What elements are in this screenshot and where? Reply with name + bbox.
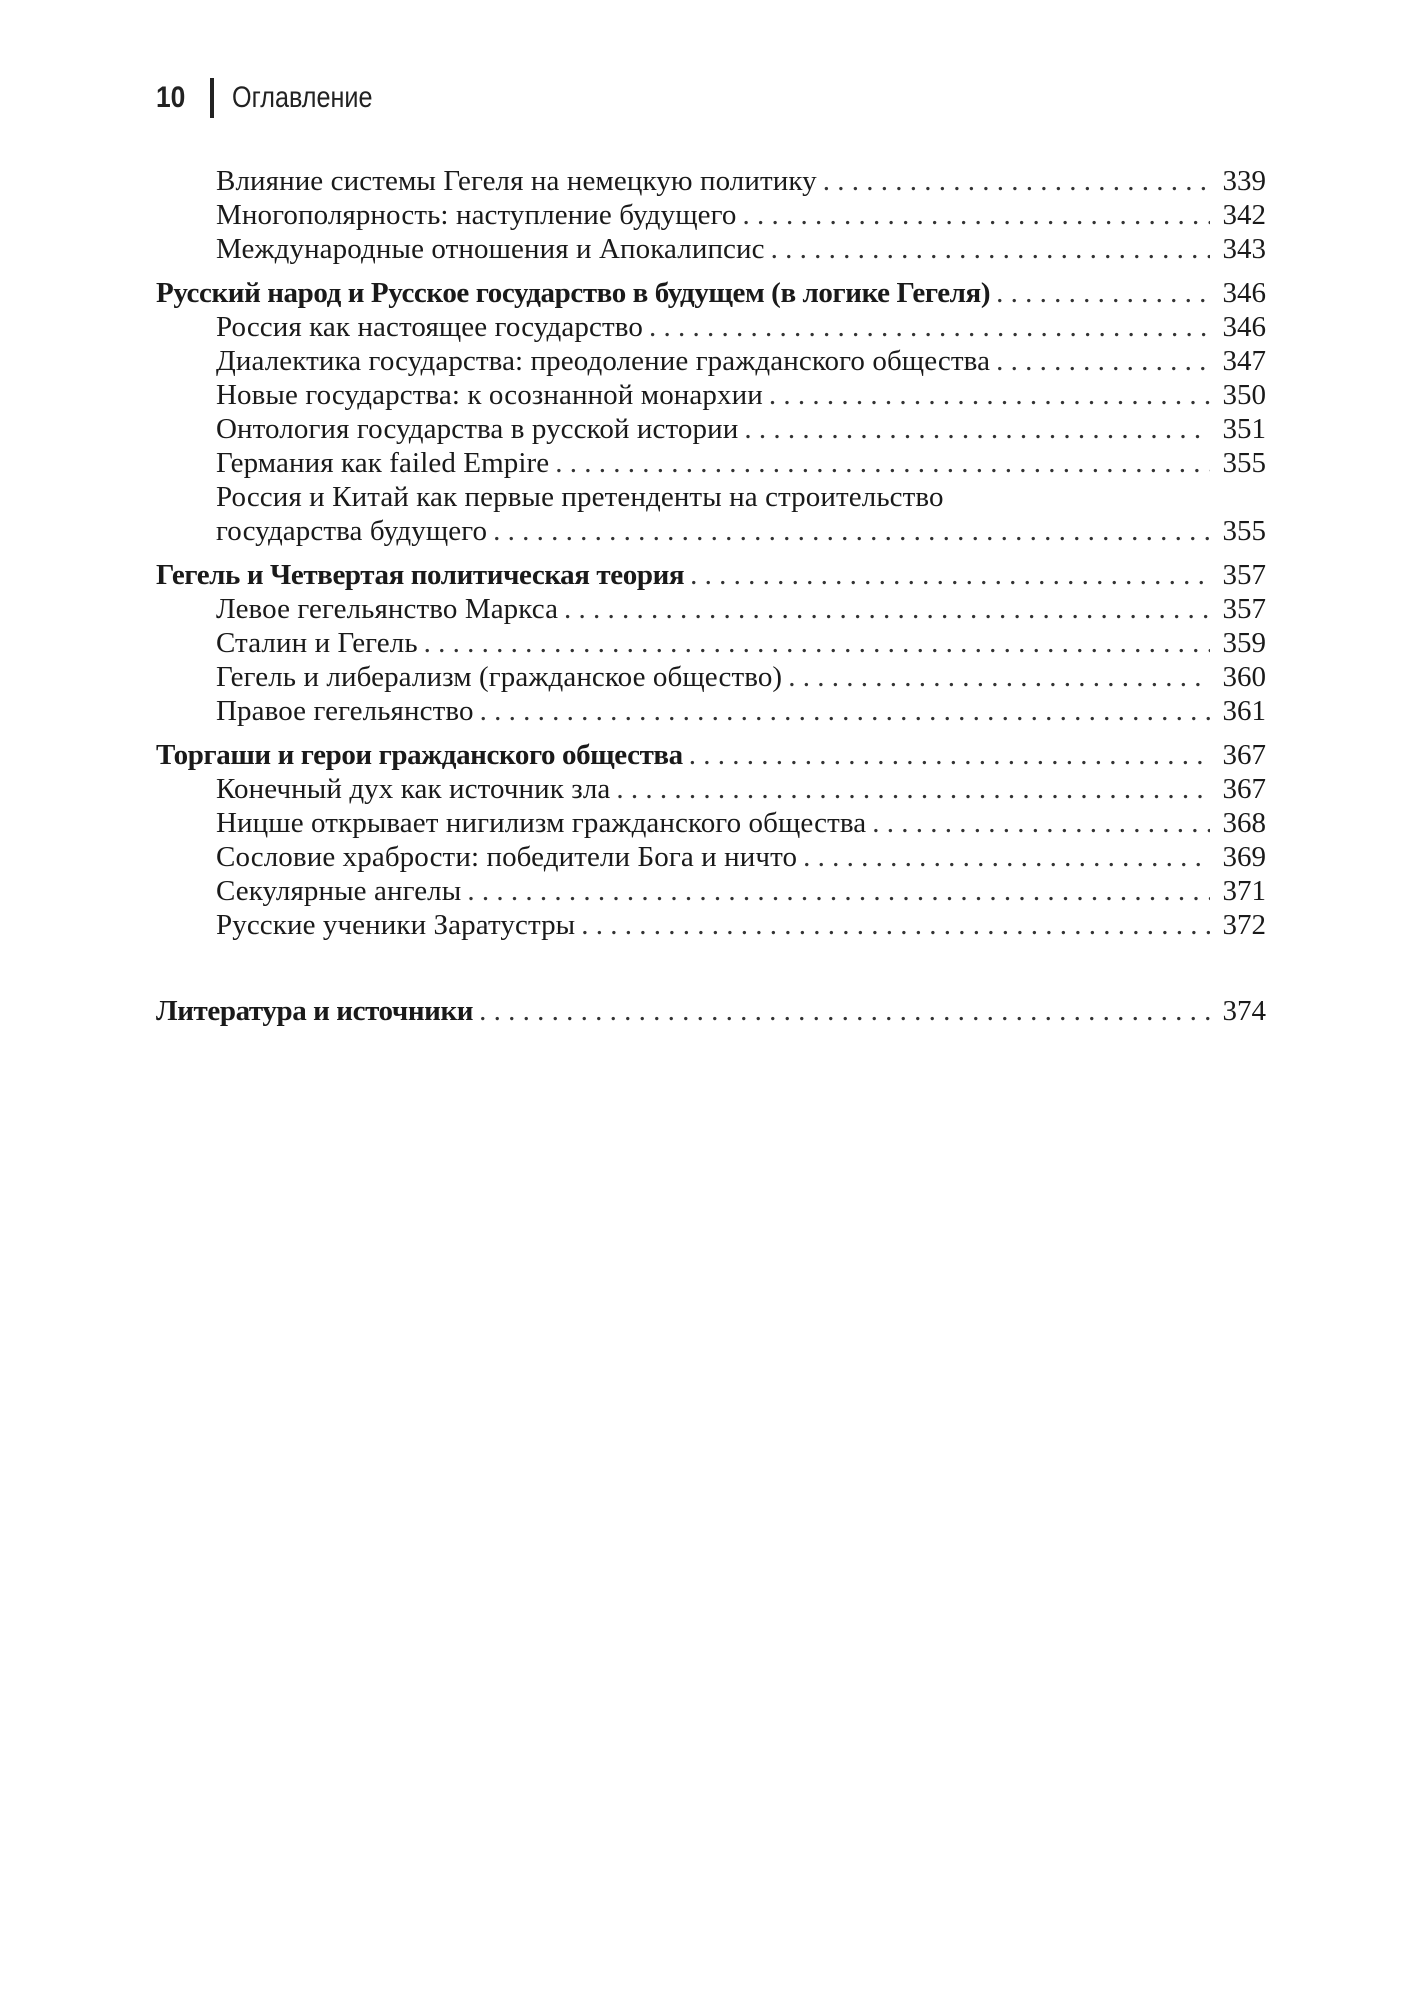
toc-leader-dots	[424, 626, 1210, 660]
toc-entry[interactable]	[186, 660, 1266, 694]
toc-chapter[interactable]	[156, 558, 1266, 592]
toc-leader-dots	[788, 660, 1210, 694]
toc-leader-dots	[616, 772, 1210, 806]
toc-entry-label: Сталин и Гегель	[216, 627, 418, 659]
toc-leader-dots	[823, 164, 1210, 198]
toc-entry-page: 369	[1222, 841, 1266, 873]
toc-entry[interactable]	[186, 874, 1266, 908]
toc-leader-dots	[480, 694, 1210, 728]
toc-leader-dots	[493, 514, 1210, 548]
toc-leader-dots	[649, 310, 1210, 344]
page-number: 10	[156, 81, 186, 114]
toc-entry-label: Россия как настоящее государство	[216, 311, 643, 343]
toc-entry[interactable]	[186, 344, 1266, 378]
toc-entry[interactable]	[186, 310, 1266, 344]
toc-leader-dots	[689, 738, 1210, 772]
running-title: Оглавление	[232, 81, 373, 114]
toc-entry-page: 351	[1222, 413, 1266, 445]
toc-entry[interactable]	[186, 694, 1266, 728]
toc-chapter-page: 367	[1222, 739, 1266, 771]
toc-entry-page: 343	[1222, 233, 1266, 265]
toc-entry-label: Многополярность: наступление будущего	[216, 199, 737, 231]
toc-leader-dots	[690, 558, 1210, 592]
toc-entry-label: Влияние системы Гегеля на немецкую политику	[216, 165, 817, 197]
toc-entry-label: Русские ученики Заратустры	[216, 909, 576, 941]
toc-entry-label: Германия как failed Empire	[216, 447, 550, 479]
toc-entry-page: 372	[1222, 909, 1266, 941]
toc-entry-label: Конечный дух как источник зла	[216, 773, 611, 805]
toc-leader-dots	[996, 344, 1210, 378]
toc-entry[interactable]	[186, 446, 1266, 480]
toc-entry-label: Сословие храбрости: победители Бога и ничто	[216, 841, 798, 873]
toc-entry-label: Диалектика государства: преодоление гражданского общества	[216, 345, 991, 377]
toc-chapter-page: 374	[1222, 995, 1266, 1027]
toc-entry-page: 355	[1222, 447, 1266, 479]
toc-leader-dots	[872, 806, 1210, 840]
header-divider	[210, 78, 214, 118]
toc-leader-dots	[996, 276, 1210, 310]
toc-chapter[interactable]	[156, 276, 1266, 310]
toc-entry-page: 359	[1222, 627, 1266, 659]
toc-entry-page: 368	[1222, 807, 1266, 839]
toc-leader-dots	[771, 232, 1210, 266]
toc-chapter-page: 357	[1222, 559, 1266, 591]
toc-entry[interactable]	[186, 592, 1266, 626]
toc-entry-page: 361	[1222, 695, 1266, 727]
toc-entry[interactable]	[186, 198, 1266, 232]
toc-entry-label: Правое гегельянство	[216, 695, 474, 727]
toc-entry-label: Международные отношения и Апокалипсис	[216, 233, 765, 265]
toc-leader-dots	[744, 412, 1210, 446]
toc-entry[interactable]	[186, 378, 1266, 412]
toc-literature[interactable]	[156, 994, 1266, 1028]
toc-entry[interactable]	[186, 626, 1266, 660]
toc-entry-label: Секулярные ангелы	[216, 875, 462, 907]
toc-entry-label: Левое гегельянство Маркса	[216, 593, 559, 625]
toc-entry[interactable]	[186, 232, 1266, 266]
toc-entry[interactable]	[186, 164, 1266, 198]
toc-entry-page: 357	[1222, 593, 1266, 625]
toc-leader-dots	[564, 592, 1210, 626]
toc-leader-dots	[769, 378, 1210, 412]
toc-entry-page: 371	[1222, 875, 1266, 907]
toc-leader-dots	[581, 908, 1210, 942]
toc-leader-dots	[467, 874, 1210, 908]
toc-entry-page: 350	[1222, 379, 1266, 411]
toc-entry-first-line[interactable]	[186, 480, 1266, 514]
toc-entry-page: 342	[1222, 199, 1266, 231]
toc-chapter-label: Литература и источники	[156, 995, 474, 1027]
toc-leader-dots	[742, 198, 1210, 232]
toc-entry-label: Гегель и либерализм (гражданское общество)	[216, 661, 783, 693]
toc-leader-dots	[803, 840, 1210, 874]
toc-leader-dots	[555, 446, 1210, 480]
toc-entry-page: 346	[1222, 311, 1266, 343]
toc-entry[interactable]	[186, 840, 1266, 874]
toc-leader-dots	[479, 994, 1210, 1028]
toc-entry[interactable]	[186, 412, 1266, 446]
toc-entry-label: государства будущего	[216, 515, 488, 547]
toc-chapter-label: Русский народ и Русское государство в будущем (в логике Гегеля)	[156, 277, 991, 309]
toc-entry[interactable]	[186, 908, 1266, 942]
toc-chapter-page: 346	[1222, 277, 1266, 309]
toc-entry-page: 347	[1222, 345, 1266, 377]
toc-entry[interactable]	[186, 772, 1266, 806]
toc-entry-label: Ницше открывает нигилизм гражданского общества	[216, 807, 867, 839]
toc-entry-page: 355	[1222, 515, 1266, 547]
toc-entry-page: 339	[1222, 165, 1266, 197]
toc-chapter-label: Торгаши и герои гражданского общества	[156, 739, 683, 771]
toc-entry-label: Новые государства: к осознанной монархии	[216, 379, 763, 411]
toc-entry-page: 360	[1222, 661, 1266, 693]
toc-entry-label: Онтология государства в русской истории	[216, 413, 739, 445]
page-header	[156, 76, 399, 120]
toc-entry-label: Россия и Китай как первые претенденты на строительство	[216, 481, 944, 513]
toc-entry[interactable]	[186, 806, 1266, 840]
toc-entry[interactable]	[186, 514, 1266, 548]
toc-chapter[interactable]	[156, 738, 1266, 772]
toc-chapter-label: Гегель и Четвертая политическая теория	[156, 559, 685, 591]
table-of-contents	[156, 164, 1266, 1028]
toc-entry-page: 367	[1222, 773, 1266, 805]
